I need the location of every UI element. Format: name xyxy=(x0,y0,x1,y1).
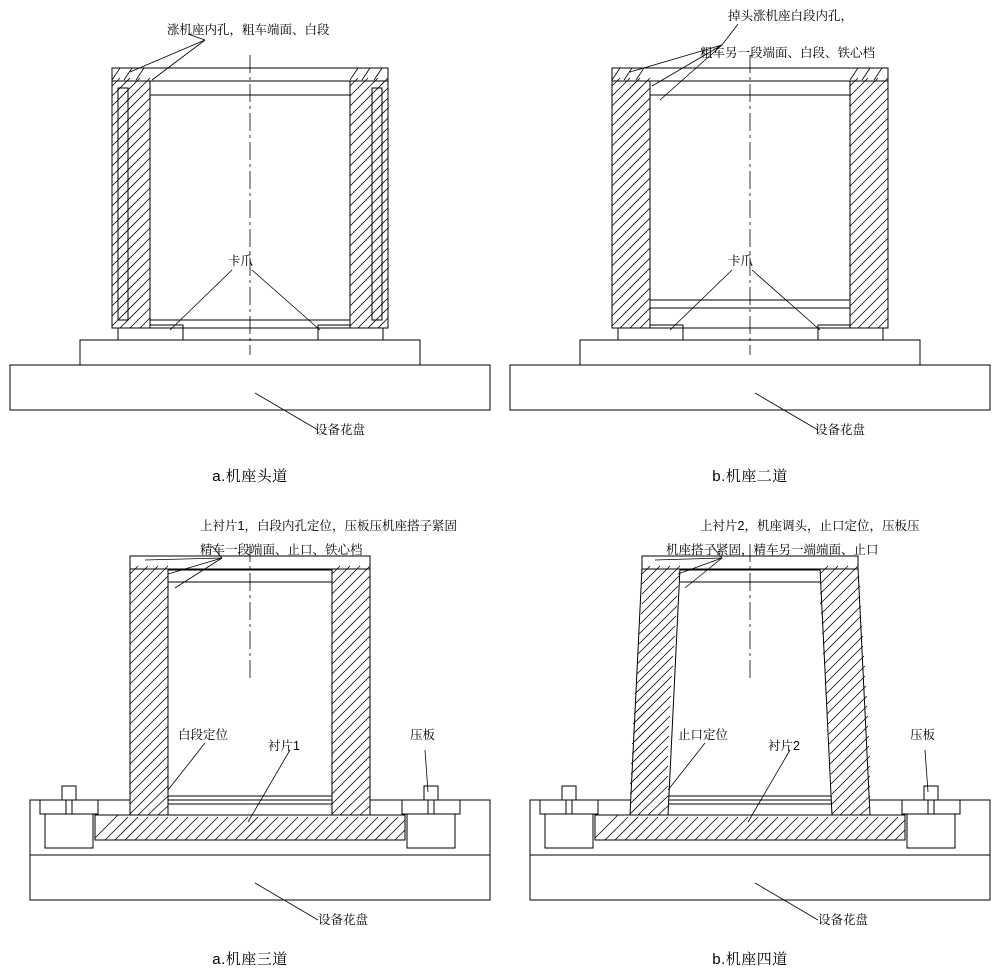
panel-a-bottom-note-1: 上衬片1，白段内孔定位，压板压机座搭子紧固 xyxy=(200,519,457,533)
panel-b-bottom-caption: b.机座四道 xyxy=(712,951,788,968)
panel-a-top-faceplate-label: 设备花盘 xyxy=(315,423,366,437)
panel-b-bottom-note-1: 上衬片2，机座调头，止口定位，压板压 xyxy=(700,519,920,533)
panel-b-bottom-plate-label: 压板 xyxy=(910,728,936,742)
panel-b-top-caption: b.机座二道 xyxy=(712,468,788,485)
panel-b-bottom-locate-label: 止口定位 xyxy=(678,728,729,742)
panel-b-top-drawing xyxy=(500,0,1000,500)
panel-b-bottom-note-2: 机座搭子紧固，精车另一端端面、止口 xyxy=(666,543,879,557)
panel-b-top-note-1: 掉头涨机座白段内孔， xyxy=(728,9,854,23)
panel-a-top xyxy=(0,0,500,500)
panel-a-bottom-plate-label: 压板 xyxy=(410,728,436,742)
panel-a-top-claw-label: 卡爪 xyxy=(228,254,254,268)
panel-b-bottom xyxy=(500,500,1000,976)
panel-a-bottom xyxy=(0,500,500,976)
panel-a-bottom-faceplate-label: 设备花盘 xyxy=(318,913,369,927)
panel-a-bottom-note-2: 精车一段端面、止口、铁心档 xyxy=(200,543,363,557)
panel-b-top xyxy=(500,0,1000,500)
panel-a-top-drawing xyxy=(0,0,500,500)
panel-b-top-faceplate-label: 设备花盘 xyxy=(815,423,866,437)
panel-a-bottom-caption: a.机座三道 xyxy=(212,951,288,968)
panel-b-bottom-shim-label: 衬片2 xyxy=(768,739,800,753)
panel-b-bottom-faceplate-label: 设备花盘 xyxy=(818,913,869,927)
panel-b-top-claw-label: 卡爪 xyxy=(728,254,754,268)
panel-b-top-note-2: 粗车另一段端面、白段、铁心档 xyxy=(700,46,876,60)
panel-a-bottom-locate-label: 白段定位 xyxy=(178,728,229,742)
panel-a-top-caption: a.机座头道 xyxy=(212,468,288,485)
panel-a-bottom-shim-label: 衬片1 xyxy=(268,739,300,753)
panel-a-top-note: 涨机座内孔，粗车端面、白段 xyxy=(167,23,330,37)
